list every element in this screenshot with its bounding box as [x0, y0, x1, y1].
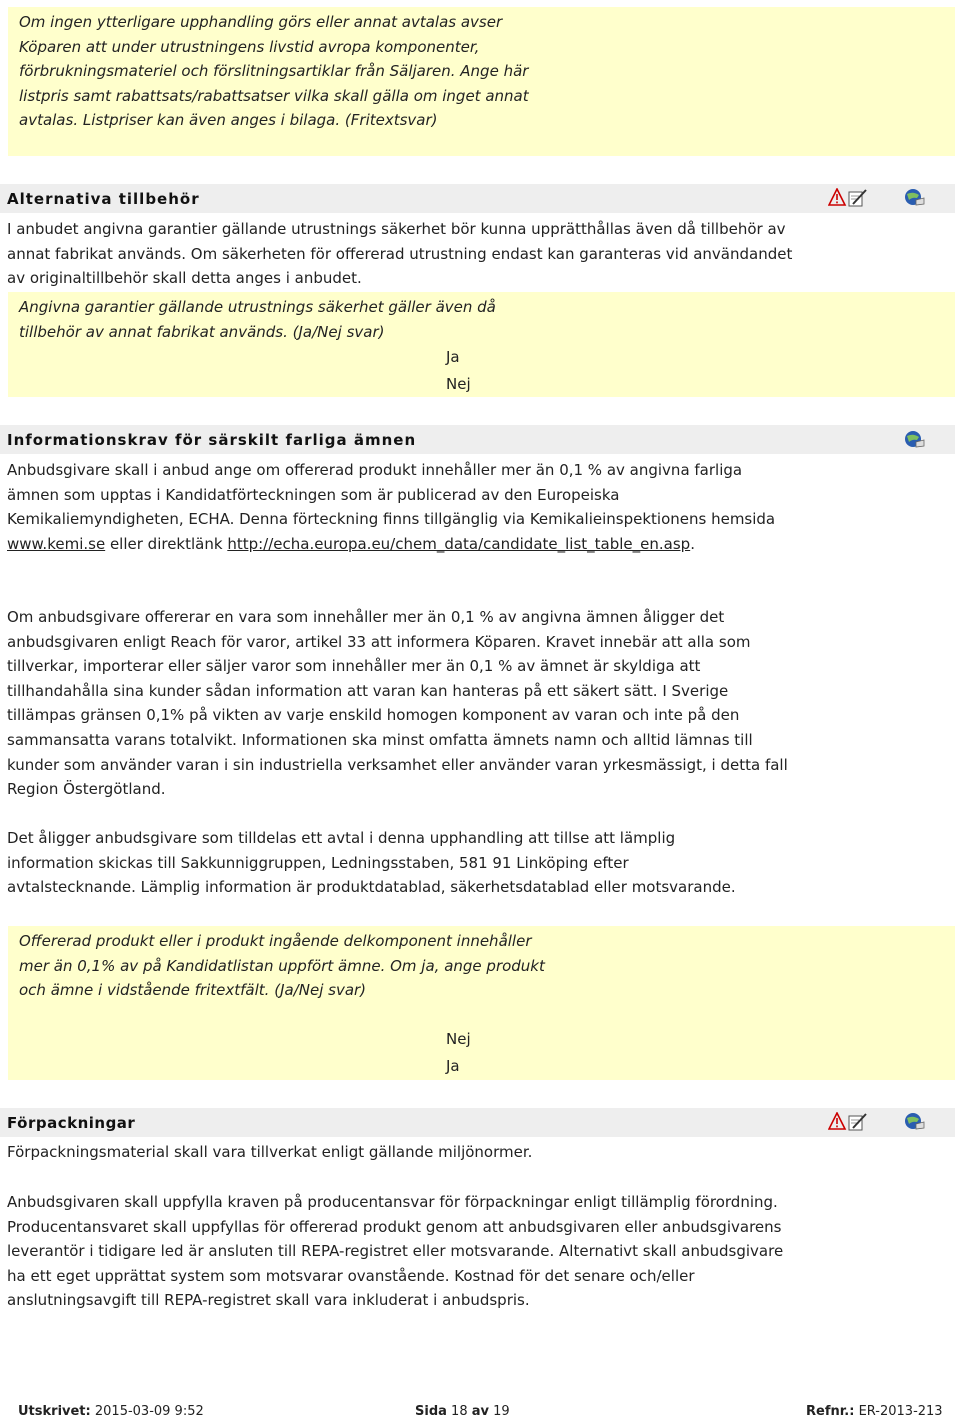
section-title: Informationskrav för särskilt farliga ämnen — [7, 431, 417, 449]
answer-option-ja[interactable]: Ja — [446, 348, 460, 366]
answer-option-ja[interactable]: Ja — [446, 1057, 460, 1075]
section-title: Alternativa tillbehör — [7, 190, 200, 208]
forpackningar-paragraph-2: Anbudsgivaren skall uppfylla kraven på producentansvar för förpackningar enligt tillämplig förordning. Producentansvaret skall uppfyllas för offererad produkt genom att anbudsgivaren eller anbudsgivarens leverantör i tidigare led är ansluten till REPA-registret eller motsvarande. Alternativt skall anbudsgivare ha ett eget upprättat system som motsvarar ovanstående. Kostnad för det senare och/eller anslutningsavgift till REPA-registret skall vara inkluderat i anbudspris. — [7, 1193, 784, 1310]
footer-printed-value: 2015-03-09 9:52 — [94, 1404, 204, 1419]
warning-edit-icon[interactable] — [828, 1112, 868, 1130]
footer-page-label: Sida — [415, 1404, 447, 1419]
footer-printed-label: Utskrivet: — [18, 1404, 91, 1419]
globe-icon[interactable] — [904, 430, 926, 448]
farliga-paragraph-2: Om anbudsgivare offererar en vara som innehåller mer än 0,1 % av angivna ämnen åligger det anbudsgivaren enligt Reach för varor, artikel 33 att informera Köparen. Kravet innebär att alla som tillverkar, importerar eller säljer varor som innehåller mer än 0,1 % av ämnet är skyldiga att tillhandahålla sina kunder sådan information att varan kan hanteras på ett säkert sätt. I Sverige tillämpas gränsen 0,1% på vikten av varje enskild homogen komponent av varan och inte på den sammansatta varans totalvikt. Informationen ska minst omfatta ämnets namn och alltid lämnas till kunder som använder varan i sin industriella verksamhet eller använder varan yrkesmässigt, i detta fall Region Östergötland. — [7, 608, 788, 799]
question-text: Angivna garantier gällande utrustnings säkerhet gäller även då tillbehör av annat fabrikat används. — [19, 298, 496, 341]
tillbehor-question-text — [19, 295, 559, 344]
farliga-question-text — [19, 929, 559, 1003]
question-text: Om ingen ytterligare upphandling görs eller annat avtalas avser Köparen att under utrustningens livstid avropa komponenter, förbrukningsmateriel och förslitningsartiklar från Säljaren. Ange här listpris samt rabattsats/rabattsatser vilka skall gälla om inget annat avtalas. Listpriser kan även anges i bilaga. — [19, 13, 529, 130]
farliga-paragraph-1 — [7, 458, 787, 556]
forpackningar-paragraph-1: Förpackningsmaterial skall vara tillverkat enligt gällande miljönormer. — [7, 1143, 533, 1161]
price-question-box — [8, 7, 955, 156]
tillbehor-body: I anbudet angivna garantier gällande utrustnings säkerhet bör kunna upprätthållas även då tillbehör av annat fabrikat används. Om säkerheten för offererad utrustning endast kan garanteras vid användandet av originaltillbehör skall detta anges i anbudet. — [7, 220, 793, 288]
section-title: Förpackningar — [7, 1114, 136, 1132]
tillbehor-question-box — [8, 292, 955, 397]
answer-type-hint: (Ja/Nej svar) — [292, 322, 385, 341]
question-text: Offererad produkt eller i produkt ingående delkomponent innehåller mer än 0,1% av på Kandidatlistan uppfört ämne. Om ja, ange produkt och ämne i vidstående fritextfält. — [19, 932, 545, 1000]
globe-icon[interactable] — [904, 1112, 926, 1130]
footer-page-current: 18 — [451, 1404, 468, 1419]
answer-option-nej[interactable]: Nej — [446, 1030, 471, 1048]
kemi-link[interactable]: www.kemi.se — [7, 534, 106, 553]
section-header-farliga-amnen — [0, 425, 955, 454]
warning-edit-icon[interactable] — [828, 188, 868, 206]
footer-printed — [18, 1404, 204, 1419]
globe-icon[interactable] — [904, 188, 926, 206]
paragraph-text: . — [690, 534, 695, 553]
farliga-paragraph-3: Det åligger anbudsgivare som tilldelas ett avtal i denna upphandling att tillse att lämplig information skickas till Sakkunniggruppen, Ledningsstaben, 581 91 Linköping efter avtalstecknande. Lämplig information är produktdatablad, säkerhetsdatablad eller motsvarande. — [7, 829, 736, 897]
footer-page-of: av — [471, 1404, 489, 1419]
farliga-question-box — [8, 926, 955, 1080]
answer-type-hint: (Fritextsvar) — [344, 111, 438, 130]
paragraph-text: Anbudsgivare skall i anbud ange om offererad produkt innehåller mer än 0,1 % av angivna farliga ämnen som upptas i Kandidatförteckningen som är publicerad av den Europeiska Kemikaliemyndigheten, ECHA. Denna förteckning finns tillgänglig via Kemikalieinspektionens hemsida — [7, 461, 776, 529]
footer-page-number — [415, 1404, 510, 1419]
footer-page-total: 19 — [493, 1404, 510, 1419]
paragraph-text: eller direktlänk — [105, 534, 228, 553]
section-header-tillbehor — [0, 184, 955, 213]
footer-reference — [806, 1404, 943, 1419]
section-header-forpackningar — [0, 1108, 955, 1137]
price-question-text — [19, 10, 559, 133]
footer-ref-value: ER-2013-213 — [858, 1404, 943, 1419]
footer-ref-label: Refnr.: — [806, 1404, 855, 1419]
echa-link[interactable]: http://echa.europa.eu/chem_data/candidate_list_table_en.asp — [227, 534, 691, 553]
answer-type-hint: (Ja/Nej svar) — [274, 981, 367, 1000]
answer-option-nej[interactable]: Nej — [446, 375, 471, 393]
